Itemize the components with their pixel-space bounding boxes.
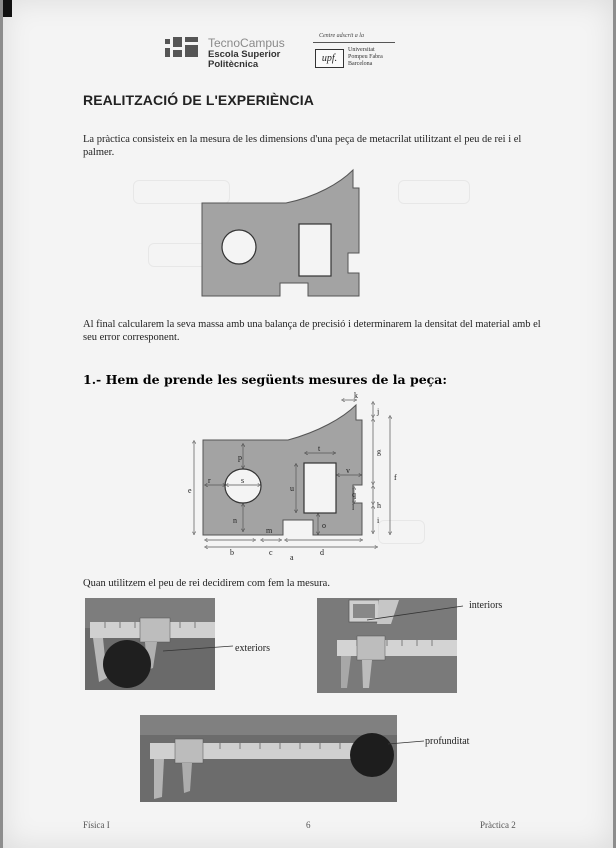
institution-line-2: Politècnica bbox=[208, 59, 259, 70]
dimension-label: g bbox=[377, 447, 381, 456]
bleed-through-shape bbox=[398, 180, 470, 204]
footer-page-number: 6 bbox=[306, 820, 311, 830]
dimension-label: k bbox=[354, 391, 358, 400]
dimension-label: h bbox=[377, 501, 381, 510]
upf-name bbox=[348, 47, 383, 68]
header-rule bbox=[313, 42, 395, 43]
dimension-label: l bbox=[352, 503, 355, 512]
interiors-pointer-line bbox=[367, 600, 467, 622]
upf-logo: upf. bbox=[315, 49, 344, 68]
institution-subtitle bbox=[208, 50, 280, 70]
caliper-paragraph: Quan utilitzem el peu de rei decidirem com fem la mesura. bbox=[83, 578, 330, 589]
intro-paragraph: La pràctica consisteix en la mesura de les dimensions d'una peça de metacrilat utilitzant el peu de rei i el palmer. bbox=[83, 134, 522, 158]
piece-diagram bbox=[198, 165, 368, 305]
upf-line-2: Pompeu Fabra bbox=[348, 54, 383, 60]
institution-name: TecnoCampus bbox=[208, 36, 285, 50]
dimension-label: q bbox=[352, 490, 356, 499]
dimension-label: s bbox=[241, 476, 245, 485]
profunditat-label: profunditat bbox=[425, 736, 470, 747]
affiliation-label: Centre adscrit a la bbox=[319, 33, 364, 39]
dimension-label: n bbox=[233, 516, 237, 525]
section-title: REALITZACIÓ DE L'EXPERIÈNCIA bbox=[83, 92, 314, 108]
subsection-title: 1.- Hem de prende les següents mesures de la peça: bbox=[83, 372, 447, 387]
dimension-label: d bbox=[320, 548, 324, 557]
dimensioned-piece-diagram bbox=[178, 390, 408, 575]
final-paragraph: Al final calcularem la seva massa amb una balança de precisió i determinarem la densitat del material amb el seu error corresponent. bbox=[83, 319, 541, 343]
upf-line-3: Barcelona bbox=[348, 61, 373, 67]
dimension-label: j bbox=[377, 407, 380, 416]
upf-line-1: Universitat bbox=[348, 47, 375, 53]
dimension-label: p bbox=[238, 453, 242, 462]
dimension-label: o bbox=[322, 521, 326, 530]
profunditat-pointer-line bbox=[388, 738, 428, 748]
dimension-label: a bbox=[290, 553, 294, 562]
dimension-label: r bbox=[208, 476, 211, 485]
footer-course: Física I bbox=[83, 820, 110, 830]
dimension-label: t bbox=[318, 444, 321, 453]
dimension-label: f bbox=[394, 473, 397, 482]
dimension-label: c bbox=[269, 548, 273, 557]
page-corner-mark bbox=[3, 0, 12, 17]
institution-line-1: Escola Superior bbox=[208, 49, 281, 60]
interiors-label: interiors bbox=[469, 600, 503, 611]
dimension-label: u bbox=[290, 484, 294, 493]
exteriors-label: exteriors bbox=[235, 643, 270, 654]
exteriors-pointer-line bbox=[163, 643, 243, 653]
dimension-label: i bbox=[377, 516, 380, 525]
footer-practice: Pràctica 2 bbox=[480, 820, 516, 830]
dimension-label: v bbox=[346, 466, 350, 475]
dimension-label: b bbox=[230, 548, 234, 557]
caliper-photo-profunditat bbox=[140, 715, 397, 802]
document-page bbox=[3, 0, 613, 848]
dimension-label: m bbox=[266, 526, 273, 535]
dimension-label: e bbox=[188, 486, 192, 495]
tecnocampus-logo-icon bbox=[165, 37, 199, 64]
